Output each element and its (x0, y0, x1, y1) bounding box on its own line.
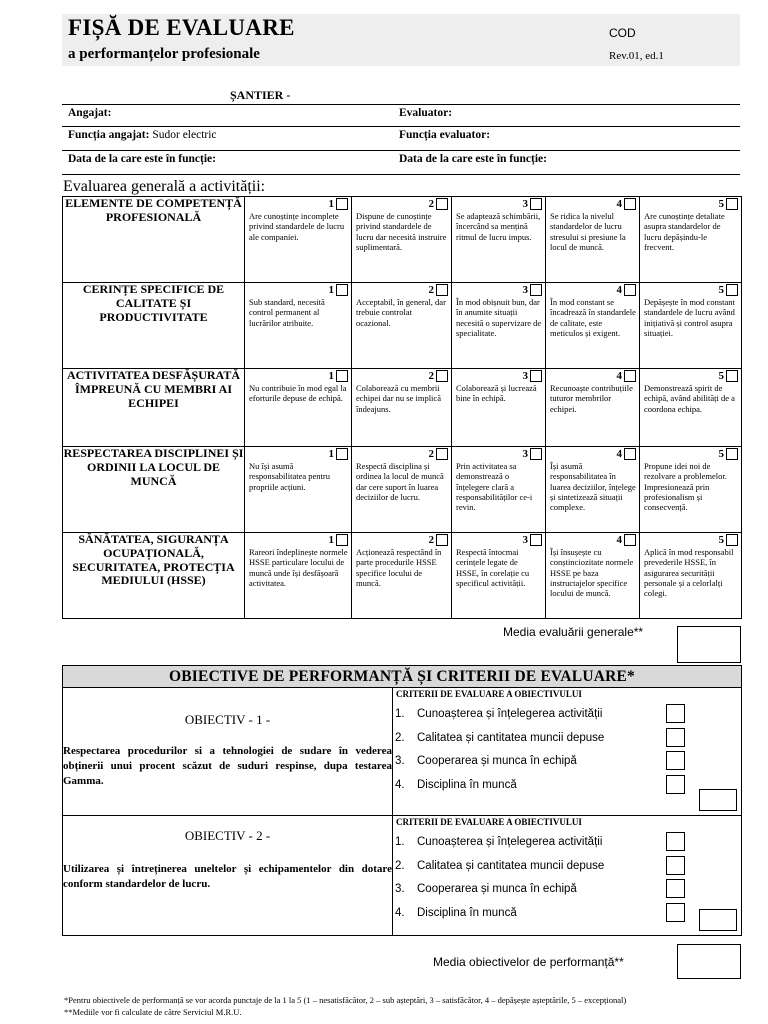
objective-2-name: OBIECTIV - 2 - (184, 828, 271, 843)
level-description: Depășește în mod constant standardele de lucru având inițiativă și control asupra situației. (644, 297, 735, 339)
level-number: 1 (328, 534, 334, 546)
evaluation-level-cell (640, 369, 742, 447)
level-number: 5 (718, 534, 724, 546)
level-checkbox[interactable] (336, 534, 348, 546)
level-header (640, 283, 741, 297)
evaluation-level-cell (546, 369, 640, 447)
level-checkbox[interactable] (624, 534, 636, 546)
evaluation-level-cell (245, 197, 352, 283)
santier-label: ȘANTIER - (230, 88, 291, 102)
criteria-score-box[interactable] (666, 751, 685, 770)
objective-2-criteria (393, 836, 741, 930)
level-checkbox[interactable] (530, 534, 542, 546)
level-number: 2 (428, 448, 434, 460)
level-description: Sub standard, necesită control permanent al lucrărilor atribuite. (249, 297, 325, 328)
functia-angajat-value: Sudor electric (152, 129, 217, 141)
level-header (452, 533, 545, 547)
criteria-item: 3. Cooperarea și munca în echipă (393, 883, 741, 907)
level-checkbox[interactable] (530, 284, 542, 296)
level-number: 3 (522, 370, 528, 382)
evaluation-row (63, 369, 742, 447)
level-header (245, 197, 351, 211)
criteria-item: 3. Cooperarea și munca în echipă (393, 755, 741, 779)
evaluation-row (63, 197, 742, 283)
level-header (546, 533, 639, 547)
level-header (245, 447, 351, 461)
level-description: Se adaptează schimbării, încercând sa mențină ritmul de lucru impus. (456, 211, 541, 242)
level-number: 3 (522, 198, 528, 210)
level-description: Colaborează și lucrează bine în echipă. (456, 383, 537, 404)
level-header (352, 283, 451, 297)
level-description: Aplică în mod responsabil prevederile HSSE, în asigurarea securității personale și a celorlalți colegi. (644, 547, 734, 599)
level-header (640, 369, 741, 383)
level-checkbox[interactable] (624, 448, 636, 460)
level-number: 1 (328, 370, 334, 382)
level-description: Respectă disciplina și ordinea la locul de muncă dar cere suport în luarea deciziilor de lucru. (356, 461, 444, 503)
level-checkbox[interactable] (436, 284, 448, 296)
level-description: Are cunoștințe detaliate asupra standardelor de lucru depășindu-le frecvent. (644, 211, 725, 253)
footnote-2: **Mediile vor fi calculate de către Serviciul M.R.U. (64, 1007, 242, 1017)
evaluation-row (63, 283, 742, 369)
level-number: 4 (616, 448, 622, 460)
level-description: Nu contribuie în mod egal la eforturile depuse de echipă. (249, 383, 347, 404)
objectives-table (62, 665, 742, 936)
evaluation-level-cell (546, 533, 640, 619)
level-header (245, 283, 351, 297)
level-number: 5 (718, 370, 724, 382)
level-description: Își asumă responsabilitatea în luarea deciziilor, înțelege și sintetizează situații complexe. (550, 461, 636, 513)
level-checkbox[interactable] (624, 370, 636, 382)
level-checkbox[interactable] (336, 448, 348, 460)
criteria-item: 2. Calitatea și cantitatea muncii depuse (393, 732, 741, 756)
objective-2-description: Utilizarea și întreținerea uneltelor și echipamentelor din dotare conform standardelor de lucru. (63, 863, 392, 890)
level-description: Respectă întocmai cerințele legate de HSSE, în corelație cu specificul activității. (456, 547, 530, 589)
level-checkbox[interactable] (336, 370, 348, 382)
level-number: 4 (616, 198, 622, 210)
evaluation-level-cell (245, 533, 352, 619)
divider (62, 174, 740, 175)
evaluation-row (63, 533, 742, 619)
level-checkbox[interactable] (436, 534, 448, 546)
evaluation-category: RESPECTAREA DISCIPLINEI ȘI ORDINII LA LOCUL DE MUNCĂ (63, 447, 245, 533)
level-description: Propune idei noi de rezolvare a problemelor. Impresionează prin profesionalism și consecvență. (644, 461, 727, 513)
level-checkbox[interactable] (624, 198, 636, 210)
level-header (640, 447, 741, 461)
evaluation-level-cell (640, 533, 742, 619)
evaluation-level-cell (640, 283, 742, 369)
criteria-item: 4. Disciplina în muncă (393, 907, 741, 931)
evaluation-level-cell (352, 283, 452, 369)
level-header (640, 197, 741, 211)
level-description: Acționează respectând în parte procedurile HSSE specifice locului de muncă. (356, 547, 442, 589)
level-description: Acceptabil, în general, dar trebuie controlat ocazional. (356, 297, 446, 328)
document-revision: Rev.01, ed.1 (609, 50, 664, 62)
level-header (546, 369, 639, 383)
level-checkbox[interactable] (726, 534, 738, 546)
functia-evaluator-field[interactable]: Funcția evaluator: (399, 129, 491, 141)
evaluation-level-cell (352, 533, 452, 619)
criteria-score-box[interactable] (666, 856, 685, 875)
level-header (546, 283, 639, 297)
level-checkbox[interactable] (336, 284, 348, 296)
level-number: 5 (718, 284, 724, 296)
evaluation-category: CERINȚE SPECIFICE DE CALITATE ȘI PRODUCTIVITATE (63, 283, 245, 369)
divider (62, 150, 740, 151)
evaluation-level-cell (452, 533, 546, 619)
objective-2-average-box[interactable] (699, 909, 737, 931)
level-header (352, 447, 451, 461)
level-description: În mod constant se încadrează în standardele de calitate, este meticulos și exigent. (550, 297, 636, 339)
level-description: Colaborează cu membrii echipei dar nu se implică îndeajuns. (356, 383, 441, 414)
level-checkbox[interactable] (726, 448, 738, 460)
level-number: 1 (328, 448, 334, 460)
level-checkbox[interactable] (624, 284, 636, 296)
general-evaluation-table (62, 196, 742, 619)
criteria-score-box[interactable] (666, 903, 685, 922)
angajat-field[interactable]: Angajat: (68, 107, 112, 119)
level-description: Prin activitatea sa demonstrează o înțelegere clară a responsabilităților ce-i revin. (456, 461, 533, 513)
evaluation-category: ACTIVITATEA DESFĂȘURATĂ ÎMPREUNĂ CU MEMBRI AI ECHIPEI (63, 369, 245, 447)
level-header (640, 533, 741, 547)
footnote-1: *Pentru obiectivele de performanță se vor acorda punctaje de la 1 la 5 (1 – nesatisfăcător, 2 – sub așteptări, 3 – satisfăcător, 4 – depășește așteptările, 5 – excepțional) (64, 995, 627, 1005)
document-code: COD (609, 26, 636, 40)
criteria-item: 4. Disciplina în muncă (393, 779, 741, 803)
criteria-score-box[interactable] (666, 728, 685, 747)
objective-1-name: OBIECTIV - 1 - (184, 712, 271, 727)
level-header (245, 369, 351, 383)
evaluation-level-cell (546, 197, 640, 283)
objective-row-1 (63, 688, 742, 816)
criteria-score-box[interactable] (666, 775, 685, 794)
level-description: Nu își asumă responsabilitatea pentru propriile acțiuni. (249, 461, 330, 492)
media-generala-input[interactable] (677, 626, 741, 663)
form-subtitle: a performanțelor profesionale (68, 46, 260, 62)
level-number: 2 (428, 370, 434, 382)
level-header (452, 283, 545, 297)
evaluation-level-cell (640, 447, 742, 533)
evaluation-level-cell (245, 369, 352, 447)
evaluation-level-cell (546, 283, 640, 369)
divider (62, 126, 740, 127)
level-description: Recunoaște contribuțiile tuturor membrilor echipei. (550, 383, 633, 414)
form-title: FIȘĂ DE EVALUARE (68, 15, 295, 40)
evaluator-field[interactable]: Evaluator: (399, 107, 453, 119)
level-number: 3 (522, 448, 528, 460)
level-checkbox[interactable] (436, 198, 448, 210)
evaluation-level-cell (245, 447, 352, 533)
media-generala-label: Media evaluării generale** (503, 625, 644, 639)
level-checkbox[interactable] (530, 370, 542, 382)
level-number: 1 (328, 198, 334, 210)
level-number: 3 (522, 534, 528, 546)
objective-row-2 (63, 816, 742, 936)
evaluation-level-cell (452, 369, 546, 447)
data-evaluator-field[interactable]: Data de la care este în funcție: (399, 153, 547, 165)
level-checkbox[interactable] (530, 198, 542, 210)
criteria-item: 1. Cunoașterea și înțelegerea activității (393, 708, 741, 732)
level-number: 1 (328, 284, 334, 296)
evaluation-row (63, 447, 742, 533)
level-header (452, 197, 545, 211)
level-number: 2 (428, 534, 434, 546)
criteria-title: CRITERII DE EVALUARE A OBIECTIVULUI (396, 817, 582, 827)
level-header (452, 369, 545, 383)
level-description: Demonstrează spirit de echipă, având abilități de a coordona echipa. (644, 383, 735, 414)
objective-1-criteria (393, 708, 741, 802)
level-header (352, 533, 451, 547)
criteria-score-box[interactable] (666, 704, 685, 723)
level-checkbox[interactable] (436, 448, 448, 460)
level-description: Își însușește cu conștinciozitate normele HSSE pe baza instructajelor specifice locului de muncă. (550, 547, 634, 599)
level-header (546, 197, 639, 211)
level-number: 2 (428, 198, 434, 210)
level-checkbox[interactable] (336, 198, 348, 210)
level-header (245, 533, 351, 547)
level-header (352, 197, 451, 211)
data-angajat-field[interactable]: Data de la care este în funcție: (68, 153, 216, 165)
level-number: 5 (718, 198, 724, 210)
functia-angajat-field[interactable]: Funcția angajat: Sudor electric (68, 129, 217, 141)
evaluation-level-cell (452, 283, 546, 369)
general-evaluation-title: Evaluarea generală a activității: (63, 178, 266, 195)
level-checkbox[interactable] (436, 370, 448, 382)
objective-1-description: Respectarea procedurilor si a tehnologiei de sudare în vederea obținerii unui procent scăzut de suduri respinse, dupa testarea Gamma. (63, 745, 392, 787)
objective-1-average-box[interactable] (699, 789, 737, 811)
evaluation-level-cell (640, 197, 742, 283)
objectives-header: OBIECTIVE DE PERFORMANȚĂ ȘI CRITERII DE EVALUARE* (63, 666, 742, 688)
level-checkbox[interactable] (726, 198, 738, 210)
level-number: 3 (522, 284, 528, 296)
evaluation-level-cell (245, 283, 352, 369)
level-description: Rareori îndeplinește normele HSSE particulare locului de muncă unde își desfășoară activitatea. (249, 547, 348, 589)
evaluation-level-cell (352, 369, 452, 447)
level-checkbox[interactable] (726, 284, 738, 296)
level-description: Dispune de cunoștințe privind standardele de lucru dar necesită instruire suplimentară. (356, 211, 447, 253)
criteria-item: 1. Cunoașterea și înțelegerea activității (393, 836, 741, 860)
evaluation-category: SĂNĂTATEA, SIGURANȚA OCUPAȚIONALĂ, SECURITATEA, PROTECȚIA MEDIULUI (HSSE) (63, 533, 245, 619)
evaluation-level-cell (452, 197, 546, 283)
evaluation-level-cell (352, 197, 452, 283)
level-number: 4 (616, 534, 622, 546)
criteria-score-box[interactable] (666, 879, 685, 898)
level-description: Are cunoștințe incomplete privind standardele de lucru ale companiei. (249, 211, 345, 242)
level-header (546, 447, 639, 461)
media-obiective-input[interactable] (677, 944, 741, 979)
level-number: 2 (428, 284, 434, 296)
level-number: 5 (718, 448, 724, 460)
media-obiective-label: Media obiectivelor de performanță** (433, 955, 624, 969)
criteria-title: CRITERII DE EVALUARE A OBIECTIVULUI (396, 689, 582, 699)
level-number: 4 (616, 284, 622, 296)
criteria-score-box[interactable] (666, 832, 685, 851)
evaluation-level-cell (452, 447, 546, 533)
evaluation-category: ELEMENTE DE COMPETENȚĂ PROFESIONALĂ (63, 197, 245, 283)
level-description: Se ridica la nivelul standardelor de lucru stresului si presiune la locul de muncă. (550, 211, 626, 253)
level-checkbox[interactable] (530, 448, 542, 460)
evaluation-level-cell (352, 447, 452, 533)
level-description: În mod obișnuit bun, dar în anumite situații necesită o supervizare de specialitate. (456, 297, 542, 339)
level-header (352, 369, 451, 383)
divider (62, 104, 740, 105)
evaluation-level-cell (546, 447, 640, 533)
criteria-item: 2. Calitatea și cantitatea muncii depuse (393, 860, 741, 884)
level-header (452, 447, 545, 461)
level-number: 4 (616, 370, 622, 382)
level-checkbox[interactable] (726, 370, 738, 382)
